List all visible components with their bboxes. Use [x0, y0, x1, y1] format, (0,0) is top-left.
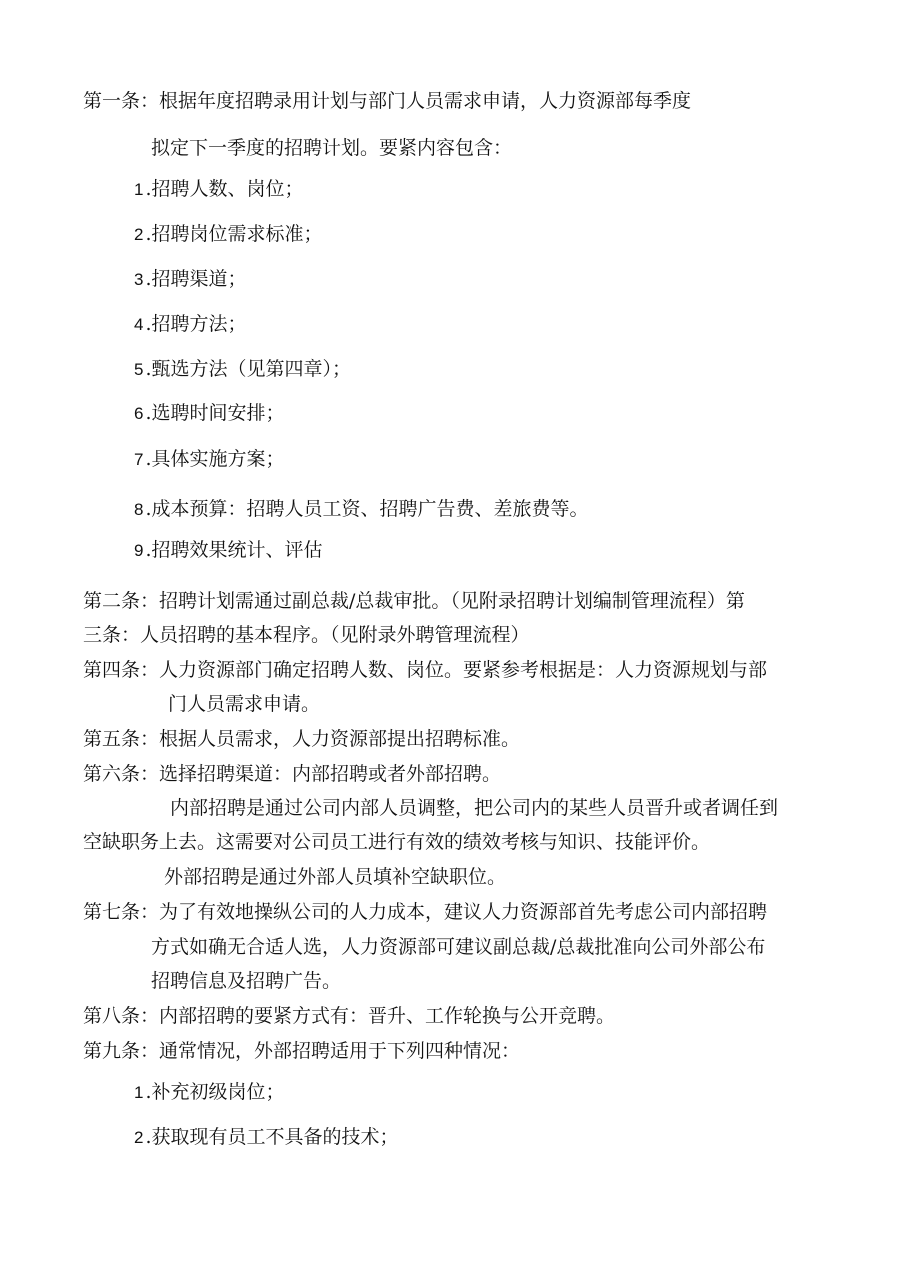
list-item-number: 4: [134, 315, 144, 334]
list-item-number: 1: [134, 180, 144, 199]
list-item-number: 5: [134, 360, 144, 379]
list-item-text: .具体实施方案；: [145, 448, 285, 470]
list-item: [134, 311, 247, 338]
list-item: [134, 356, 351, 383]
article-7-line-3: 招聘信息及招聘广告。: [151, 970, 342, 992]
list-item-text: .招聘效果统计、评估: [145, 539, 323, 561]
article-7-line-2: 方式如确无合适人选，人力资源部可建议副总裁/总裁批准向公司外部公布: [151, 936, 766, 958]
list-item: [134, 537, 323, 564]
list-item-number: 2: [134, 225, 144, 244]
list-item-text: .选聘时间安排；: [145, 402, 285, 424]
article-6-line-3: 空缺职务上去。这需要对公司员工进行有效的绩效考核与知识、技能评价。: [83, 831, 711, 853]
article-1-line-2: 拟定下一季度的招聘计划。要紧内容包含：: [151, 137, 513, 159]
list-item-number: 3: [134, 270, 144, 289]
list-item-number: 1: [134, 1083, 144, 1102]
list-item-text: .成本预算：招聘人员工资、招聘广告费、差旅费等。: [145, 498, 589, 520]
list-item-text: .招聘人数、岗位；: [145, 178, 304, 200]
list-item-number: 8: [134, 500, 144, 519]
list-item: [134, 1124, 399, 1151]
list-item: [134, 1079, 285, 1106]
list-item-number: 6: [134, 404, 144, 423]
article-9-line-1: 第九条：通常情况，外部招聘适用于下列四种情况：: [83, 1040, 521, 1062]
article-1-line-1: 第一条：根据年度招聘录用计划与部门人员需求申请，人力资源部每季度: [83, 90, 692, 112]
list-item: [134, 446, 285, 473]
list-item-text: .甄选方法（见第四章）；: [145, 358, 352, 380]
article-2-line-1: 第二条：招聘计划需通过副总裁/总裁审批。（见附录招聘计划编制管理流程）第: [83, 590, 745, 612]
article-4-line-1: 第四条：人力资源部门确定招聘人数、岗位。要紧参考根据是：人力资源规划与部: [83, 659, 768, 681]
list-item: [134, 266, 247, 293]
list-item-text: .补充初级岗位；: [145, 1081, 285, 1103]
list-item-text: .招聘方法；: [145, 313, 247, 335]
list-item: [134, 496, 589, 523]
article-7-line-1: 第七条：为了有效地操纵公司的人力成本，建议人力资源部首先考虑公司内部招聘: [83, 901, 768, 923]
article-5-line-1: 第五条：根据人员需求，人力资源部提出招聘标准。: [83, 728, 521, 750]
list-item-number: 9: [134, 541, 144, 560]
article-6-line-2: 内部招聘是通过公司内部人员调整，把公司内的某些人员晋升或者调任到: [170, 797, 779, 819]
list-item-number: 7: [134, 450, 144, 469]
article-4-line-2: 门人员需求申请。: [168, 693, 321, 715]
article-8-line-1: 第八条：内部招聘的要紧方式有：晋升、工作轮换与公开竞聘。: [83, 1005, 616, 1027]
list-item-text: .招聘渠道；: [145, 268, 247, 290]
list-item-text: .招聘岗位需求标准；: [145, 223, 323, 245]
article-6-line-1: 第六条：选择招聘渠道：内部招聘或者外部招聘。: [83, 763, 502, 785]
list-item-text: .获取现有员工不具备的技术；: [145, 1126, 399, 1148]
article-2-line-2: 三条：人员招聘的基本程序。（见附录外聘管理流程）: [83, 624, 530, 646]
list-item: [134, 176, 304, 203]
list-item-number: 2: [134, 1128, 144, 1147]
article-6-line-4: 外部招聘是通过外部人员填补空缺职位。: [164, 866, 507, 888]
list-item: [134, 221, 323, 248]
list-item: [134, 400, 285, 427]
